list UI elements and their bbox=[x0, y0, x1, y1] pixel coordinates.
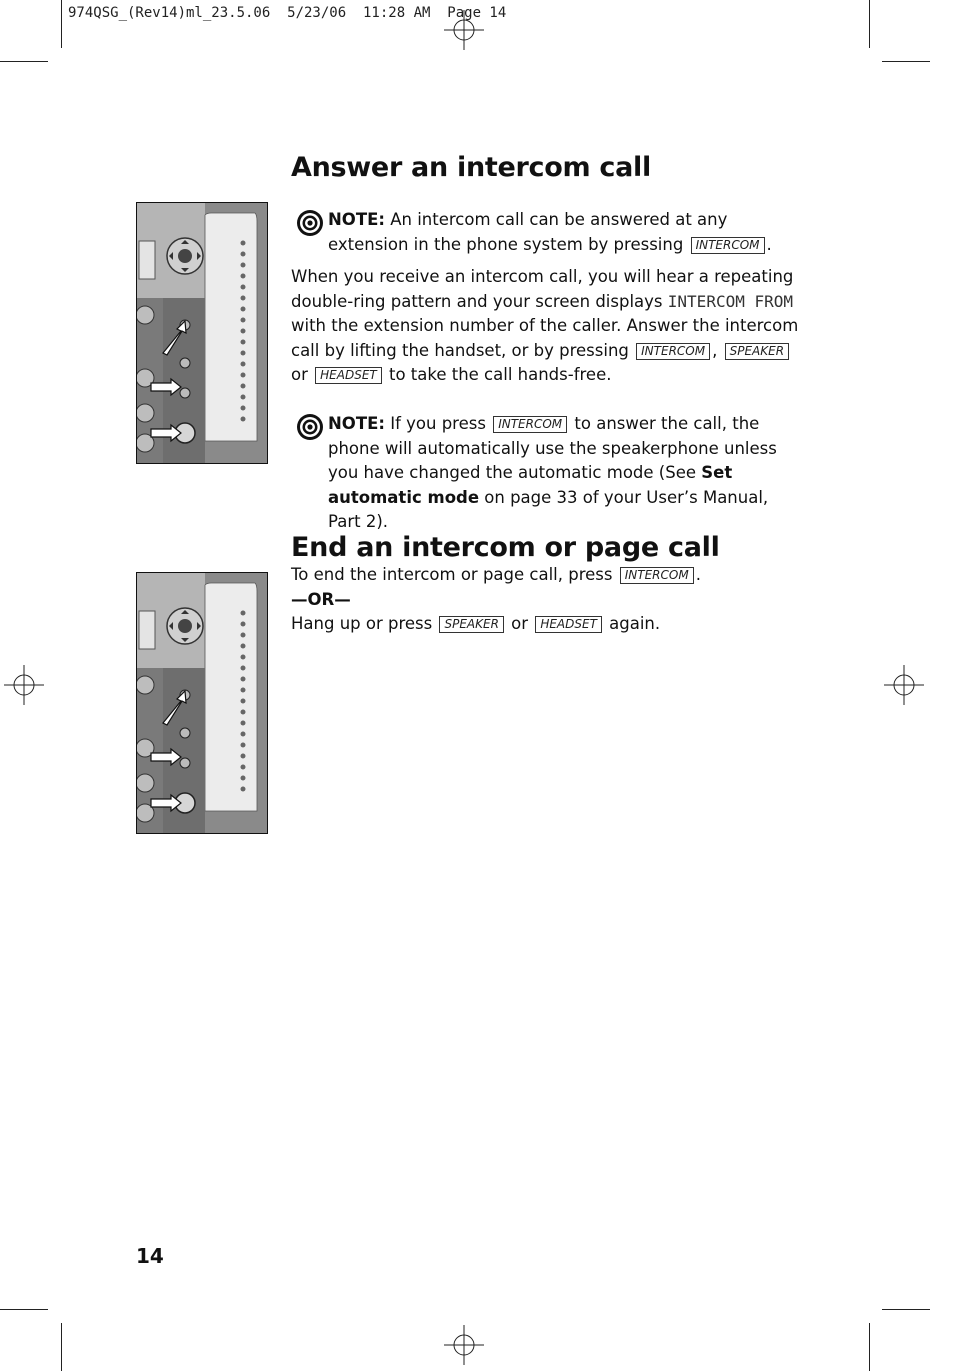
crop-mark bbox=[882, 61, 930, 62]
note-body: to answer the call, the phone will automatically use the speakerphone unless you have changed the automatic mode (See bbox=[328, 414, 777, 482]
lcd-display-text: INTERCOM FROM bbox=[667, 291, 794, 311]
target-note-icon bbox=[296, 209, 324, 237]
phone-base-icon bbox=[137, 203, 267, 463]
crop-mark bbox=[61, 0, 62, 48]
headset-key: HEADSET bbox=[315, 367, 382, 384]
section-heading-end: End an intercom or page call bbox=[291, 532, 720, 563]
intercom-key: INTERCOM bbox=[620, 567, 694, 584]
page-number: 14 bbox=[136, 1244, 164, 1268]
end-line2-start: Hang up or press bbox=[291, 614, 433, 633]
note-label: NOTE: bbox=[328, 414, 385, 433]
end-line-2 bbox=[291, 612, 801, 637]
crop-mark bbox=[0, 61, 48, 62]
note-body: on page 33 of your User’s Manual, Part 2). bbox=[328, 487, 769, 531]
note-block bbox=[296, 412, 796, 535]
registration-mark-icon bbox=[4, 665, 44, 705]
phone-illustration bbox=[136, 572, 268, 834]
paragraph-or: or bbox=[291, 365, 308, 384]
note-end: . bbox=[766, 234, 772, 254]
crop-mark bbox=[0, 1309, 48, 1310]
paragraph-part1: When you receive an intercom call, you will hear a repeating double-ring pattern and your screen displays bbox=[291, 267, 794, 311]
or-divider: —OR— bbox=[291, 589, 351, 609]
crop-mark bbox=[869, 1323, 870, 1371]
end-line2-or: or bbox=[511, 614, 529, 633]
note-body: An intercom call can be answered at any extension in the phone system by pressing bbox=[328, 210, 728, 254]
paragraph-part2: with the extension number of the caller. Answer the intercom call by lifting the handset, or by pressing bbox=[291, 316, 799, 360]
crop-mark bbox=[882, 1309, 930, 1310]
paragraph-part3: to take the call hands-free. bbox=[388, 365, 612, 384]
note-block bbox=[296, 208, 796, 257]
note-label: NOTE: bbox=[328, 210, 385, 229]
end-line1-text: To end the intercom or page call, press bbox=[291, 565, 613, 584]
crop-mark bbox=[869, 0, 870, 48]
note-bold-ref: Set automatic mode bbox=[328, 463, 733, 507]
phone-base-icon bbox=[137, 573, 267, 833]
crop-mark bbox=[61, 1323, 62, 1371]
registration-mark-icon bbox=[444, 10, 484, 50]
registration-mark-icon bbox=[884, 665, 924, 705]
intercom-key: INTERCOM bbox=[493, 416, 567, 433]
note-body: If you press bbox=[390, 414, 486, 433]
speaker-key: SPEAKER bbox=[725, 343, 789, 360]
intercom-key: INTERCOM bbox=[636, 343, 710, 360]
end-paragraph bbox=[291, 563, 801, 637]
answer-paragraph bbox=[291, 265, 801, 388]
note-text bbox=[328, 208, 796, 257]
section-heading-answer: Answer an intercom call bbox=[291, 152, 651, 183]
intercom-key: INTERCOM bbox=[691, 237, 765, 254]
print-slug: 974QSG_(Rev14)ml_23.5.06 5/23/06 11:28 AM Page 14 bbox=[68, 5, 507, 21]
target-note-icon bbox=[296, 413, 324, 441]
end-line2-end: again. bbox=[609, 614, 661, 633]
end-line1-end: . bbox=[695, 565, 701, 584]
end-line-1 bbox=[291, 563, 801, 588]
paragraph-comma: , bbox=[712, 340, 718, 360]
note-text bbox=[328, 412, 796, 535]
phone-illustration bbox=[136, 202, 268, 464]
headset-key: HEADSET bbox=[535, 616, 602, 633]
speaker-key: SPEAKER bbox=[439, 616, 503, 633]
registration-mark-icon bbox=[444, 1325, 484, 1365]
